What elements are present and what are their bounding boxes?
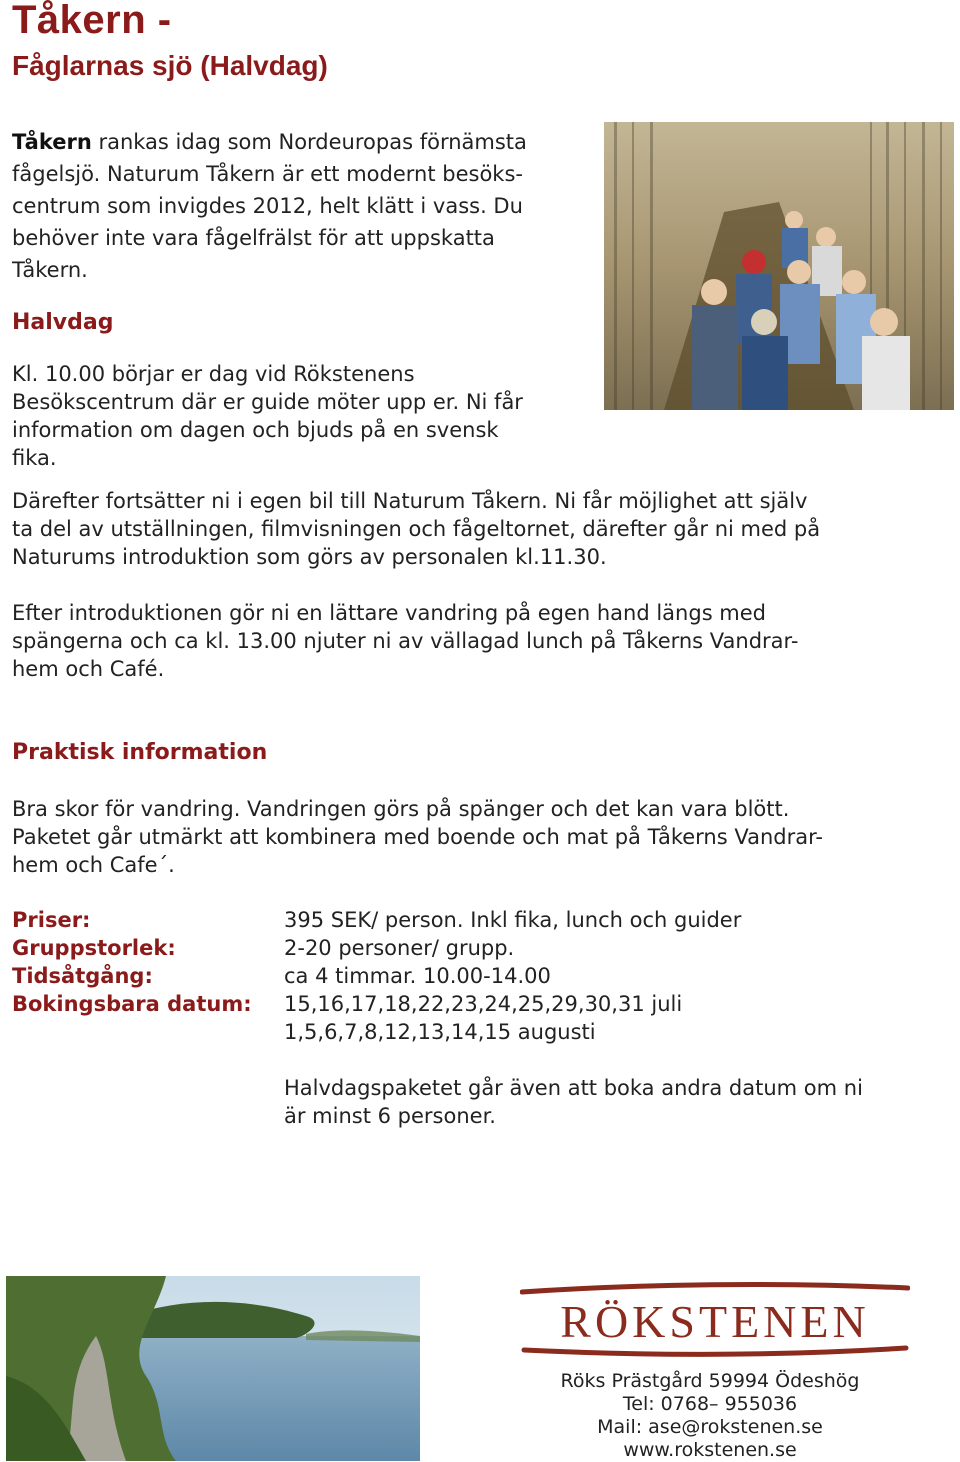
contact-block: [520, 1370, 900, 1462]
halvdag-line4: fika.: [12, 446, 57, 470]
body-p2-line1: Efter introduktionen gör ni en lättare vandring på egen hand längs med: [12, 601, 767, 625]
lake-photo: [6, 1276, 420, 1461]
praktisk-paragraph: [12, 795, 823, 879]
body-paragraph-2: [12, 599, 798, 683]
body-p1-line1: Därefter fortsätter ni i egen bil till Naturum Tåkern. Ni får möjlighet att själv: [12, 489, 808, 513]
lake-image: [6, 1276, 420, 1461]
contact-address: Röks Prästgård 59994 Ödeshög: [560, 1370, 860, 1392]
intro-line5: Tåkern.: [12, 258, 88, 282]
reed-walkway-image: [604, 122, 954, 410]
body-p2-line2: spängerna och ca kl. 13.00 njuter ni av vällagad lunch på Tåkerns Vandrar-: [12, 629, 799, 653]
contact-phone: Tel: 0768– 955036: [622, 1393, 798, 1415]
dates-value-july: 15,16,17,18,22,23,24,25,29,30,31 juli: [284, 992, 683, 1016]
body-p1-line2: ta del av utställningen, filmvisningen och fågeltornet, därefter går ni med på: [12, 517, 821, 541]
body-p2-line3: hem och Café.: [12, 657, 165, 681]
dates-label: Bokingsbara datum:: [12, 992, 252, 1016]
time-value: ca 4 timmar. 10.00-14.00: [284, 964, 551, 988]
praktisk-line2: Paketet går utmärkt att kombinera med boende och mat på Tåkerns Vandrar-: [12, 825, 823, 849]
halvdag-heading: Halvdag: [12, 310, 114, 335]
logo-text: RÖKSTENEN: [560, 1296, 870, 1347]
page-title: Tåkern -: [12, 0, 172, 42]
halvdag-line3: information om dagen och bjuds på en svensk: [12, 418, 499, 442]
price-value: 395 SEK/ person. Inkl fika, lunch och guider: [284, 908, 742, 932]
contact-mail[interactable]: Mail: ase@rokstenen.se: [597, 1416, 823, 1438]
booking-note-line1: Halvdagspaketet går även att boka andra datum om ni: [284, 1076, 863, 1100]
body-paragraph-1: [12, 487, 820, 571]
praktisk-heading: Praktisk information: [12, 740, 268, 765]
contact-website[interactable]: www.rokstenen.se: [623, 1439, 797, 1461]
intro-line3: centrum som invigdes 2012, helt klätt i vass. Du: [12, 194, 523, 218]
page-subtitle: Fåglarnas sjö (Halvdag): [12, 50, 328, 81]
booking-note-line2: är minst 6 personer.: [284, 1104, 496, 1128]
intro-line1: rankas idag som Nordeuropas förnämsta: [91, 130, 527, 154]
intro-paragraph: [12, 126, 527, 286]
dates-value-august: 1,5,6,7,8,12,13,14,15 augusti: [284, 1020, 596, 1044]
reed-walkway-photo: [604, 122, 954, 410]
intro-bold-word: Tåkern: [12, 130, 92, 154]
halvdag-paragraph: [12, 360, 523, 472]
halvdag-line2: Besökscentrum där er guide möter upp er. Ni får: [12, 390, 523, 414]
intro-line2: fågelsjö. Naturum Tåkern är ett modernt besöks-: [12, 162, 523, 186]
body-p1-line3: Naturums introduktion som görs av personalen kl.11.30.: [12, 545, 607, 569]
halvdag-line1: Kl. 10.00 börjar er dag vid Rökstenens: [12, 362, 415, 386]
time-label: Tidsåtgång:: [12, 964, 153, 988]
intro-line4: behöver inte vara fågelfrälst för att uppskatta: [12, 226, 495, 250]
rokstenen-logo-graphic: [520, 1278, 910, 1360]
group-label: Gruppstorlek:: [12, 936, 176, 960]
praktisk-line3: hem och Cafe´.: [12, 853, 175, 877]
praktisk-line1: Bra skor för vandring. Vandringen görs på spänger och det kan vara blött.: [12, 797, 790, 821]
group-value: 2-20 personer/ grupp.: [284, 936, 515, 960]
rokstenen-logo: [520, 1278, 910, 1360]
price-label: Priser:: [12, 908, 91, 932]
